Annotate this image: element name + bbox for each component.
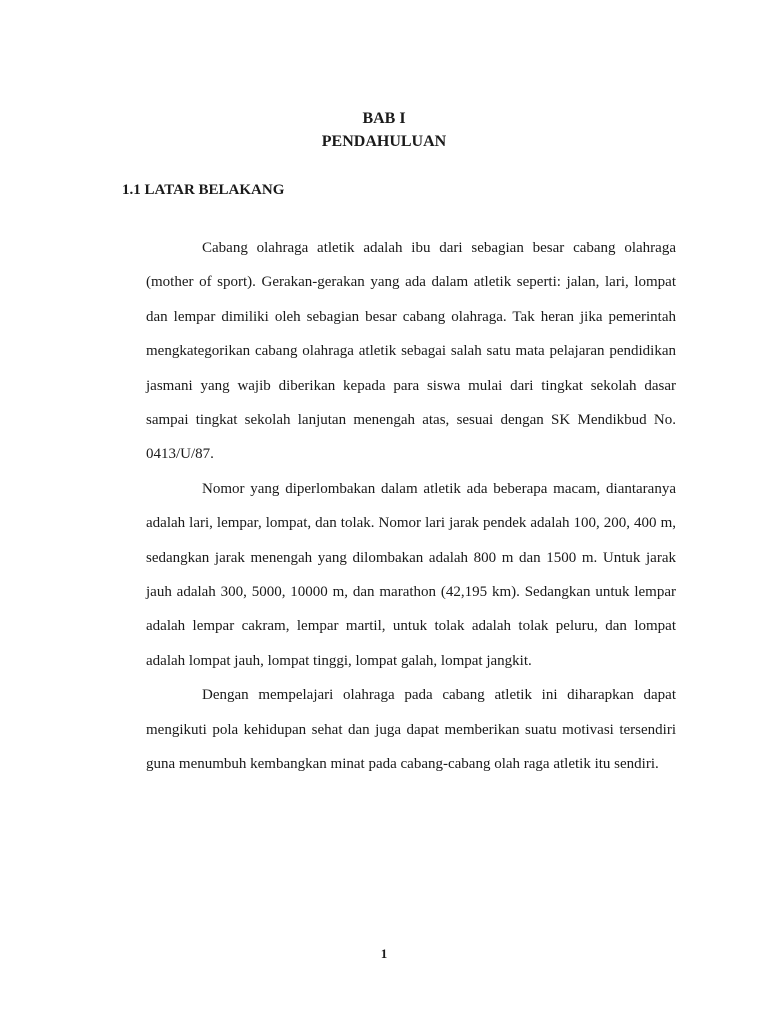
paragraph: Cabang olahraga atletik adalah ibu dari sebagian besar cabang olahraga (mother of sport). Gerakan-gerakan yang ada dalam atletik seperti: jalan, lari, lompat dan lempar dimiliki oleh sebagian besar cabang olahraga. Tak heran jika pemerintah mengkategorikan cabang olahraga atletik sebagai salah satu mata pelajaran pendidikan jasmani yang wajib diberikan kepada para siswa mulai dari tingkat sekolah dasar sampai tingkat sekolah lanjutan menengah atas, sesuai dengan SK Mendikbud No. 0413/U/87.: [146, 240, 676, 463]
paragraph: Dengan mempelajari olahraga pada cabang atletik ini diharapkan dapat mengikuti pola kehidupan sehat dan juga dapat memberikan suatu motivasi tersendiri guna menumbuh kembangkan minat pada cabang-cabang olah raga atletik itu sendiri.: [146, 687, 676, 773]
section-heading: 1.1 LATAR BELAKANG: [122, 182, 285, 198]
page-number: 1: [380, 946, 388, 961]
paragraph: Nomor yang diperlombakan dalam atletik ada beberapa macam, diantaranya adalah lari, lempar, lompat, dan tolak. Nomor lari jarak pendek adalah 100, 200, 400 m, sedangkan jarak menengah yang dilombakan adalah 800 m dan 1500 m. Untuk jarak jauh adalah 300, 5000, 10000 m, dan marathon (42,195 km). Sedangkan untuk lempar adalah lempar cakram, lempar martil, untuk tolak adalah tolak peluru, dan lompat adalah lompat jauh, lompat tinggi, lompat galah, lompat jangkit.: [146, 480, 676, 669]
body-text: [146, 231, 676, 782]
chapter-number: BAB I: [362, 110, 406, 127]
chapter-title: PENDAHULUAN: [321, 133, 447, 150]
